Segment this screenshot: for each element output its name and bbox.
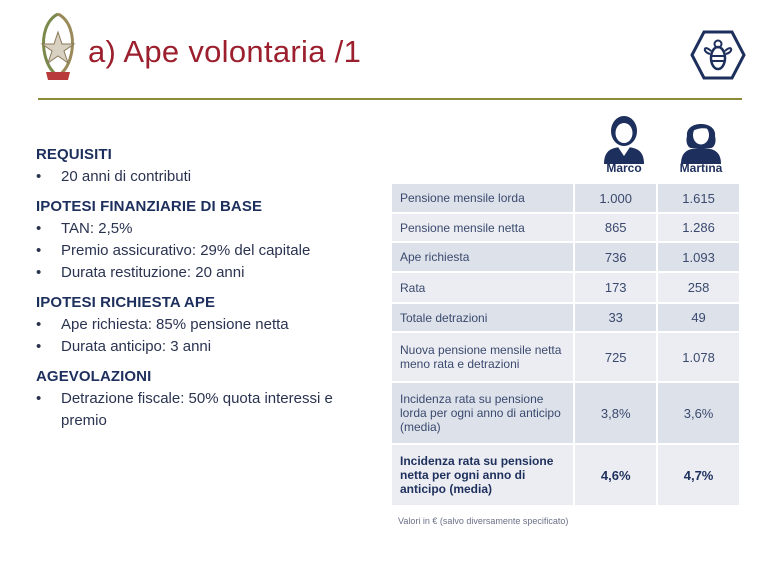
row-label: Rata xyxy=(392,272,574,303)
cell-martina: 1.078 xyxy=(657,332,740,382)
pension-comparison-table xyxy=(392,184,741,507)
italian-republic-emblem-icon xyxy=(38,10,78,82)
bullet-item: • Durata restituzione: 20 anni xyxy=(36,262,376,284)
title-divider xyxy=(38,98,742,100)
cell-martina: 258 xyxy=(657,272,740,303)
bullet-list xyxy=(36,314,376,358)
bullet-item: • TAN: 2,5% xyxy=(36,218,376,240)
bullet-list xyxy=(36,166,376,188)
cell-martina: 1.286 xyxy=(657,213,740,242)
table-row xyxy=(392,332,740,382)
page-title: a) Ape volontaria /1 xyxy=(88,34,362,69)
cell-marco: 173 xyxy=(574,272,657,303)
cell-marco: 865 xyxy=(574,213,657,242)
row-label: Pensione mensile lorda xyxy=(392,184,574,213)
man-avatar-icon xyxy=(600,114,648,164)
table-row xyxy=(392,184,740,213)
bullet-item: • Durata anticipo: 3 anni xyxy=(36,336,376,358)
bullet-item: • Premio assicurativo: 29% del capitale xyxy=(36,240,376,262)
cell-marco: 725 xyxy=(574,332,657,382)
row-label: Ape richiesta xyxy=(392,242,574,272)
row-label: Incidenza rata su pensione netta per ogni anno di anticipo (media) xyxy=(392,444,574,506)
table-row xyxy=(392,213,740,242)
cell-marco: 736 xyxy=(574,242,657,272)
cell-marco: 33 xyxy=(574,303,657,332)
cell-martina: 49 xyxy=(657,303,740,332)
section-heading: REQUISITI xyxy=(36,146,112,163)
section-heading: IPOTESI FINANZIARIE DI BASE xyxy=(36,198,263,215)
cell-marco: 4,6% xyxy=(574,444,657,506)
footnote: Valori in € (salvo diversamente specificato) xyxy=(398,516,569,526)
bullet-item: • 20 anni di contributi xyxy=(36,166,376,188)
bullet-item: • Ape richiesta: 85% pensione netta xyxy=(36,314,376,336)
cell-marco: 3,8% xyxy=(574,382,657,444)
bee-hexagon-icon xyxy=(690,30,746,80)
requirements-panel xyxy=(36,146,376,442)
bullet-list xyxy=(36,218,376,284)
table-row xyxy=(392,303,740,332)
row-label: Pensione mensile netta xyxy=(392,213,574,242)
cell-martina: 3,6% xyxy=(657,382,740,444)
person-name-marco: Marco xyxy=(606,161,642,175)
person-name-martina: Martina xyxy=(679,161,723,175)
section-heading: IPOTESI RICHIESTA APE xyxy=(36,294,216,311)
table-row xyxy=(392,444,740,506)
row-label: Nuova pensione mensile netta meno rata e detrazioni xyxy=(392,332,574,382)
table-row xyxy=(392,272,740,303)
cell-martina: 1.093 xyxy=(657,242,740,272)
woman-avatar-icon xyxy=(677,114,725,164)
cell-marco: 1.000 xyxy=(574,184,657,213)
cell-martina: 4,7% xyxy=(657,444,740,506)
row-label: Incidenza rata su pensione lorda per ogni anno di anticipo (media) xyxy=(392,382,574,444)
bullet-list xyxy=(36,388,376,432)
section-heading: AGEVOLAZIONI xyxy=(36,368,152,385)
bullet-item: • Detrazione fiscale: 50% quota interessi e premio xyxy=(36,388,376,432)
table-row xyxy=(392,242,740,272)
row-label: Totale detrazioni xyxy=(392,303,574,332)
cell-martina: 1.615 xyxy=(657,184,740,213)
table-row xyxy=(392,382,740,444)
